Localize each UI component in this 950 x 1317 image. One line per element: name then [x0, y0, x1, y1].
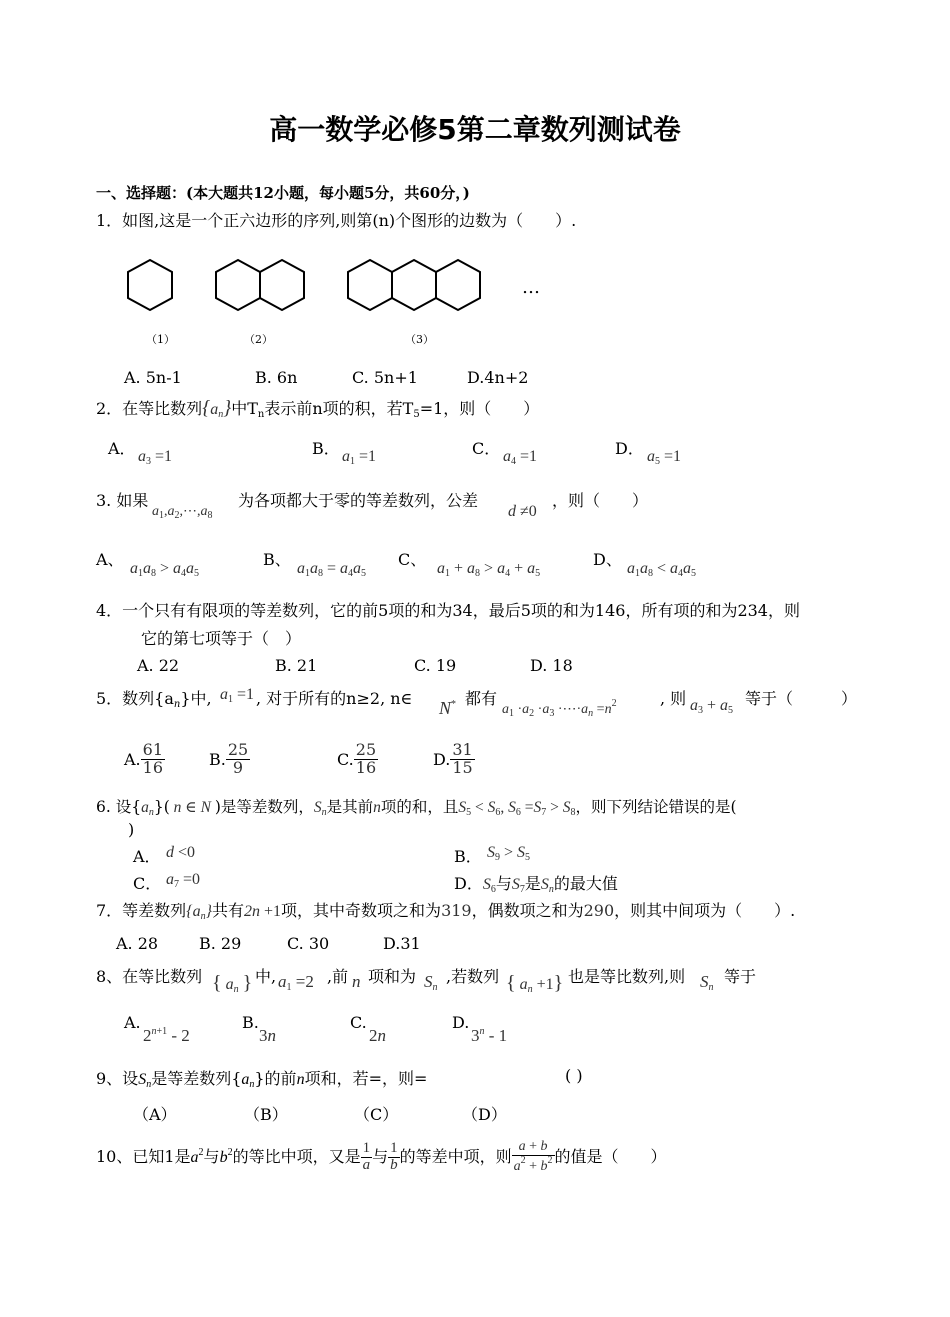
question-7-stem: 7．等差数列$\{a_n\}$共有2n +1项，其中奇数项之和为319，偶数项之和为290，则其中间项为（ ）.: [96, 901, 796, 922]
question-4-line-2: 它的第七项等于（ ）: [141, 629, 302, 648]
q1-option-b: B. 6n: [255, 368, 298, 387]
question-5-stem: 5．数列$\{a_n\}$中,: [96, 689, 212, 710]
q2-letter-b: B．: [312, 439, 340, 458]
question-5-stem-d: 都有: [465, 689, 498, 708]
q8-option-d-math: 3$^n$ - 1: [471, 1026, 508, 1045]
question-8-stem-d: 项和为: [368, 967, 417, 986]
hexagon-1: [128, 260, 172, 310]
q6-letter-a: A．: [133, 847, 161, 866]
q9-option-d: （D）: [462, 1105, 507, 1124]
q8-sn2-math: $S_n$: [700, 972, 714, 993]
q5-product-math: $a_1 \cdot a_2 \cdot a_3$ $\cdot\cdots\cdot a_n =n^2$: [502, 698, 617, 719]
page-title: 高一数学必修5第二章数列测试卷: [269, 113, 681, 146]
q3-letter-b: B、: [263, 550, 291, 569]
question-3-stem-c: ，则（ ）: [552, 491, 649, 510]
q5-option-d: D. $\frac{31}{15}$: [433, 740, 473, 777]
question-8-stem-e: ,若数列: [446, 967, 500, 986]
question-8-stem-g: 等于: [724, 967, 757, 986]
hexagon-2a: [216, 260, 260, 310]
q8-sn-math: $S_n$: [424, 972, 438, 993]
q4-option-c: C. 19: [414, 656, 457, 675]
question-8-stem-f: 也是等比数列,则: [568, 967, 686, 986]
hexagon-3c: [436, 260, 480, 310]
question-8-stem-a: 8、在等比数列: [96, 967, 203, 986]
hexagon-figure: [120, 248, 560, 358]
question-5-stem-f: 等于（ ）: [745, 689, 858, 708]
q6-option-d: D．$S_6$与$S_7$是$S_n$的最大值: [454, 874, 618, 895]
q7-option-d: D.31: [383, 934, 421, 953]
q8-n-math: n: [352, 972, 361, 991]
q3-letter-a: A、: [96, 550, 124, 569]
question-10-stem: 10、已知1是$a^2$与$b^2$的等比中项，又是 $\frac{1}{a}$ 与 $\frac{1}{b}$ 的等差中项，则 $\frac{a + b}{a^2 + b^2}$ 的值是（ ）: [96, 1139, 667, 1174]
q5-sum-math: $a_3 + a_5$: [690, 697, 734, 716]
q4-option-a: A. 22: [137, 656, 180, 675]
question-3-stem-b: 为各项都大于零的等差数列，公差: [238, 491, 479, 510]
q3-sequence-math: $a_1,a_2,\cdots,a_8$: [152, 504, 213, 521]
q1-option-a: A. 5n-1: [124, 368, 182, 387]
q3-option-d-math: $a_1a_8 < a_4a_5$: [627, 560, 697, 579]
q7-option-c: C. 30: [287, 934, 330, 953]
q7-option-b: B. 29: [199, 934, 242, 953]
q8-letter-c: C.: [350, 1013, 367, 1032]
q3-option-b-math: $a_1a_8 = a_4a_5$: [297, 560, 367, 579]
q4-option-b: B. 21: [275, 656, 318, 675]
q6-letter-c: C．: [133, 874, 162, 893]
question-6-stem: 6. 设$\{a_n\}$( n ∈ N )是等差数列，$S_n$是其前n项的和，且$S_5 < S_6$, $S_6 =S_7 > S_8$，则下列结论错误的是(: [96, 798, 737, 818]
section-header: 一、选择题：(本大题共12小题，每小题5分，共60分，): [96, 184, 470, 202]
question-5-stem-c: , 对于所有的n≥2, n∈: [256, 689, 413, 708]
hexagon-3a: [348, 260, 392, 310]
q7-option-a: A. 28: [116, 934, 159, 953]
q8-seq2-math: { $a_n +1$}: [506, 972, 564, 995]
q1-option-d: D.4n+2: [467, 368, 529, 387]
q8-option-c-math: 2n: [369, 1026, 386, 1045]
q2-option-d-math: $a_5 =1$: [647, 448, 682, 467]
q8-letter-a: A.: [124, 1013, 141, 1032]
question-4-line-1: 4．一个只有有限项的等差数列，它的前5项的和为34，最后5项的和为146，所有项的和为234，则: [96, 601, 800, 620]
q2-letter-c: C．: [472, 439, 501, 458]
figure-label-3: （3）: [405, 333, 434, 346]
question-6-stem-end: ): [128, 820, 135, 839]
question-3-stem-a: 3. 如果: [96, 491, 149, 510]
q6-option-a-math: d <0: [166, 844, 196, 861]
q3-letter-c: C、: [398, 550, 427, 569]
q3-option-a-math: $a_1a_8 > a_4a_5$: [130, 560, 200, 579]
q1-option-c: C. 5n+1: [352, 368, 418, 387]
q3-d-math: d ≠0: [508, 503, 537, 520]
hexagon-3b: [392, 260, 436, 310]
q3-option-c-math: $a_1 + a_8 > a_4 + a_5$: [437, 560, 541, 579]
question-1-stem: 1．如图,这是一个正六边形的序列,则第(n)个图形的边数为（ ）.: [96, 211, 577, 230]
question-2-stem: 2．在等比数列$\{a_n\}$中$T_n$表示前n项的积，若$T_5=1$，则（ ）: [96, 397, 540, 420]
q9-option-c: （C）: [354, 1105, 399, 1124]
q9-answer-paren: ( ): [565, 1066, 583, 1085]
question-5-stem-e: , 则: [660, 689, 687, 708]
q8-seq-math: { $a_n$ }: [212, 972, 253, 995]
q6-option-c-math: $a_7 =0$: [166, 871, 201, 890]
q2-option-a-math: $a_3 =1$: [138, 448, 173, 467]
question-8-stem-c: ,前: [327, 967, 349, 986]
question-8-stem-b: 中,: [255, 967, 277, 986]
q6-letter-b: B．: [454, 847, 482, 866]
question-9-stem: 9、设$S_n$是等差数列$\{a_n\}$的前n项和，若=，则=: [96, 1069, 428, 1090]
q5-a1-math: $a_1 =1$: [220, 686, 255, 705]
hexagon-2b: [260, 260, 304, 310]
q8-option-b-math: 3n: [259, 1026, 276, 1045]
figure-label-2: （2）: [244, 333, 273, 346]
q3-letter-d: D、: [593, 550, 622, 569]
q2-letter-d: D．: [615, 439, 644, 458]
q8-a1-math: $a_1 =2$: [278, 972, 314, 993]
q4-option-d: D. 18: [530, 656, 573, 675]
q8-option-a-math: $2^{n+1} - 2$: [143, 1026, 190, 1045]
q8-letter-b: B.: [242, 1013, 259, 1032]
figure-label-1: （1）: [146, 333, 175, 346]
q5-option-c: C. $\frac{25}{16}$: [337, 740, 377, 777]
q9-option-a: （A）: [133, 1105, 177, 1124]
q5-nstar-math: N*: [439, 698, 457, 718]
q8-letter-d: D.: [452, 1013, 470, 1032]
q9-option-b: （B）: [244, 1105, 288, 1124]
figure-ellipsis: …: [522, 277, 540, 298]
q2-option-c-math: $a_4 =1$: [503, 448, 538, 467]
q5-option-a: A. $\frac{61}{16}$: [124, 740, 163, 777]
q2-option-b-math: $a_1 =1$: [342, 448, 377, 467]
q6-option-b-math: $S_9 > S_5$: [487, 844, 531, 863]
q2-letter-a: A．: [108, 439, 136, 458]
q5-option-b: B. $\frac{25}{9}$: [209, 740, 249, 777]
